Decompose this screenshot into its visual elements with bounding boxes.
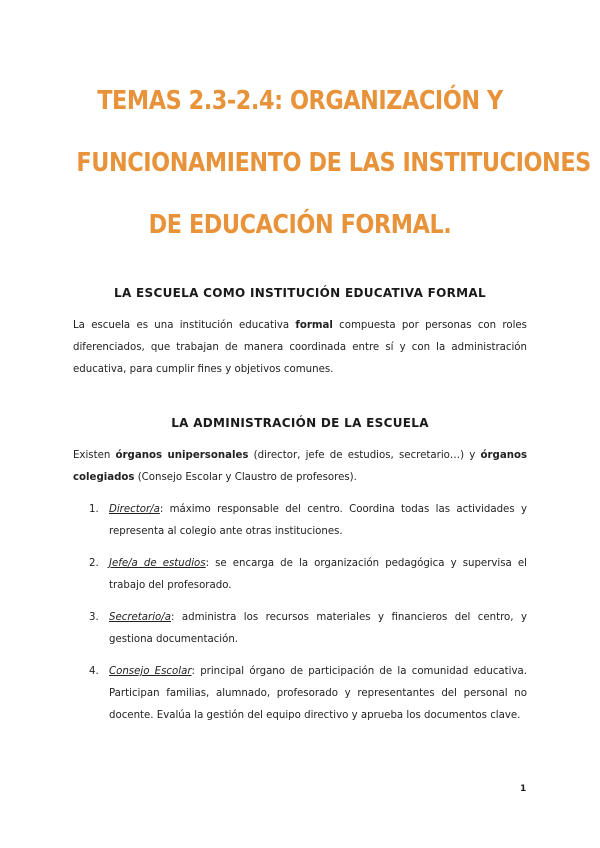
- roles-list: [73, 499, 527, 737]
- item-number: 4.: [89, 666, 99, 677]
- bold-term-unipersonales: órganos unipersonales: [115, 450, 249, 461]
- section-heading-escuela: LA ESCUELA COMO INSTITUCIÓN EDUCATIVA FORMAL: [114, 286, 486, 300]
- item-text: : administra los recursos materiales y financieros del centro, y gestiona documentación.: [109, 612, 527, 645]
- item-number: 1.: [89, 504, 99, 515]
- text-span: (Consejo Escolar y Claustro de profesores).: [134, 472, 357, 483]
- item-term: Jefe/a de estudios: [109, 558, 206, 569]
- bold-term-formal: formal: [295, 320, 333, 331]
- title-line-3: DE EDUCACIÓN FORMAL.: [148, 210, 452, 240]
- text-span: Existen: [73, 450, 116, 461]
- item-text: : máximo responsable del centro. Coordina todas las actividades y representa al colegio ante otras instituciones.: [109, 504, 527, 537]
- item-term: Secretario/a: [109, 612, 171, 623]
- text-span: compuesta por personas con roles diferenciados, que trabajan de manera coordinada entre sí y con la administración educativa, para cumplir fines y objetivos comunes.: [73, 320, 527, 375]
- item-text: : se encarga de la organización pedagógica y supervisa el trabajo del profesorado.: [109, 558, 527, 591]
- item-term: Director/a: [109, 504, 160, 515]
- list-item: [73, 553, 527, 597]
- section-heading-administracion: LA ADMINISTRACIÓN DE LA ESCUELA: [171, 416, 429, 430]
- list-item: [73, 661, 527, 727]
- page-number: 1: [520, 784, 527, 794]
- title-line-1: TEMAS 2.3-2.4: ORGANIZACIÓN Y: [97, 86, 503, 116]
- item-number: 3.: [89, 612, 99, 623]
- text-span: (director, jefe de estudios, secretario…) y: [248, 450, 481, 461]
- list-item: [73, 607, 527, 651]
- item-term: Consejo Escolar: [109, 666, 192, 677]
- document-title: [76, 70, 591, 256]
- item-number: 2.: [89, 558, 99, 569]
- list-item: [73, 499, 527, 543]
- text-span: La escuela es una institución educativa: [73, 320, 296, 331]
- item-text: : principal órgano de participación de la comunidad educativa. Participan familias, alumnado, profesorado y representantes del personal no docente. Evalúa la gestión del equipo directivo y aprueba los documentos clave.: [109, 666, 527, 721]
- bold-term-colegiados: órganos colegiados: [73, 450, 528, 483]
- paragraph-organos: [73, 445, 527, 489]
- paragraph-escuela: [73, 315, 527, 381]
- title-line-2: FUNCIONAMIENTO DE LAS INSTITUCIONES: [76, 148, 591, 178]
